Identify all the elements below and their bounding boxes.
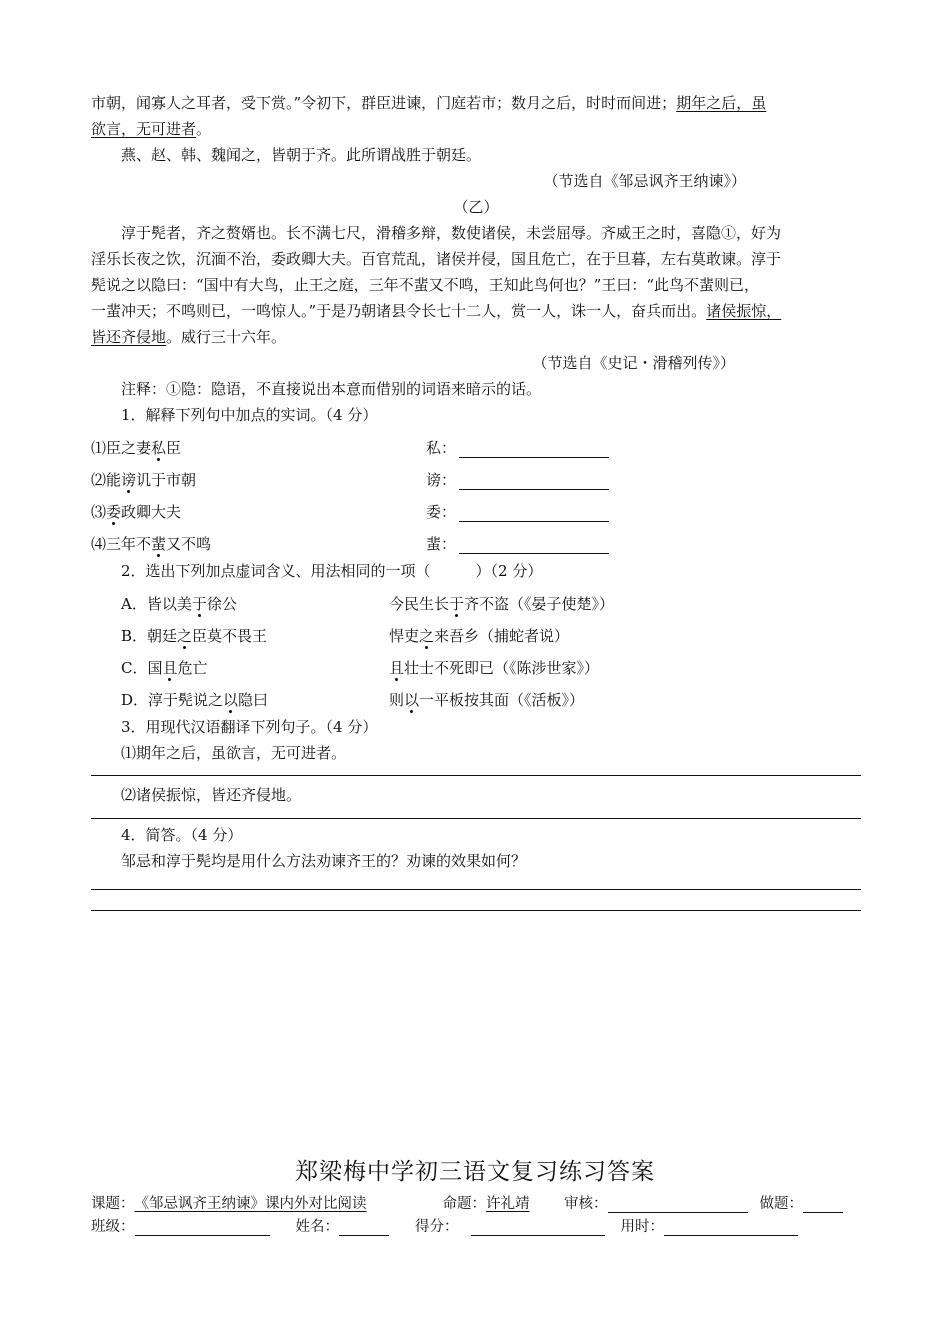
q1-items — [91, 428, 861, 556]
class-label: 班级： — [91, 1219, 135, 1235]
q4-answer-line-1[interactable] — [91, 888, 861, 890]
jia-line-3: 燕、赵、韩、魏闻之，皆朝于齐。此所谓战胜于朝廷。 — [121, 146, 482, 164]
jia-line-2 — [91, 116, 861, 142]
review-label: 审核： — [564, 1196, 608, 1212]
q1-sentence: ⑵能谤讥于市朝 — [91, 471, 197, 489]
q3-sentence-1: ⑴期年之后，虽欲言，无可进者。 — [121, 744, 347, 762]
topic-label: 课题： — [91, 1196, 135, 1212]
answer-sheet-title: 郑梁梅中学初三语文复习练习答案 — [295, 1159, 655, 1185]
name-blank[interactable] — [339, 1219, 389, 1236]
q1-sentence: ⑴臣之妻私臣 — [91, 439, 182, 457]
yi-note: 注释：①隐：隐语，不直接说出本意而借别的词语来暗示的话。 — [121, 380, 542, 398]
jia-source: （节选自《邹忌讽齐王纳谏》） — [543, 172, 746, 190]
q1-label: 私： — [426, 439, 457, 457]
jia-text: 市朝，闻寡人之耳者，受下赏。”令初下，群臣进谏，门庭若市；数月之后，时时而间进； — [91, 94, 677, 112]
q1-label: 谤： — [426, 471, 457, 489]
yi-source: （节选自《史记・滑稽列传》） — [532, 354, 735, 372]
q4-question: 邹忌和淳于髡均是用什么方法劝谏齐王的？劝谏的效果如何？ — [121, 852, 527, 870]
time-blank[interactable] — [664, 1219, 798, 1236]
topic-value: 《邹忌讽齐王纳谏》课内外对比阅读 — [134, 1196, 367, 1212]
class-blank[interactable] — [135, 1219, 270, 1236]
q1-title: 1．解释下列句中加点的实词。（4 分） — [121, 406, 378, 424]
q1-sentence: ⑶委政卿大夫 — [91, 503, 182, 521]
yi-line-1: 淳于髡者，齐之赘婿也。长不满七尺，滑稽多辩，数使诸侯，未尝屈辱。齐威王之时，喜隐①，好为 — [121, 224, 782, 242]
q2-options — [91, 584, 861, 712]
yi-line-3: 髡说之以隐曰：“国中有大鸟，止王之庭，三年不蜚又不鸣，王知此鸟何也？”王曰：“此鸟不蜚则已， — [91, 276, 760, 294]
q4-answer-line-2[interactable] — [91, 909, 861, 911]
q2-option[interactable]: D．淳于髡说之以隐曰 则以一平板按其面（《活板》） — [121, 691, 585, 709]
jia-line-1 — [91, 90, 861, 116]
author-value: 许礼靖 — [486, 1196, 530, 1212]
do-label: 做题： — [759, 1196, 803, 1212]
q2-option[interactable]: B．朝廷之臣莫不畏王 悍吏之来吾乡（捕蛇者说） — [121, 627, 570, 645]
q1-answer-blank[interactable] — [459, 533, 609, 554]
author-label: 命题： — [442, 1196, 486, 1212]
q3-answer-line-2[interactable] — [91, 817, 861, 819]
time-label: 用时： — [620, 1219, 664, 1235]
yi-text: 一蜚冲天；不鸣则已，一鸣惊人。”于是乃朝诸县令长七十二人，赏一人，诛一人，奋兵而出。 — [91, 302, 707, 320]
yi-underlined-text: 诸侯振惊， — [706, 302, 782, 320]
worksheet-body — [91, 90, 861, 911]
meta-row-2 — [91, 1215, 861, 1236]
yi-line-2: 淫乐长夜之饮，沉湎不治，委政卿大夫。百官荒乱，诸侯并侵，国且危亡，在于旦暮，左右莫敢谏。淳于 — [91, 250, 782, 268]
q3-title: 3．用现代汉语翻译下列句子。（4 分） — [121, 718, 378, 736]
q2-title: 2．选出下列加点虚词含义、用法相同的一项（ ）（2 分） — [121, 562, 543, 580]
q1-label: 委： — [426, 503, 457, 521]
jia-text: 。 — [196, 120, 212, 138]
q1-item — [91, 460, 861, 492]
yi-heading: （乙） — [453, 198, 499, 216]
q3-answer-line-1[interactable] — [91, 774, 861, 776]
q1-answer-blank[interactable] — [459, 501, 609, 522]
yi-text: 。威行三十六年。 — [166, 328, 287, 346]
jia-underlined-text: 期年之后，虽 — [676, 94, 767, 112]
q3-sentence-2: ⑵诸侯振惊，皆还齐侵地。 — [121, 786, 302, 804]
score-blank[interactable] — [471, 1219, 605, 1236]
yi-underlined-text: 皆还齐侵地 — [91, 328, 167, 346]
name-label: 姓名： — [295, 1219, 339, 1235]
q1-answer-blank[interactable] — [459, 469, 609, 490]
q1-item — [91, 428, 861, 460]
q2-option[interactable]: A．皆以美于徐公 今民生长于齐不盗（《晏子使楚》） — [121, 595, 615, 613]
yi-line-5 — [91, 324, 861, 350]
q1-label: 蜚： — [426, 535, 457, 553]
q1-sentence: ⑷三年不蜚又不鸣 — [91, 535, 212, 553]
do-blank[interactable] — [803, 1196, 843, 1213]
q2-option[interactable]: C．国且危亡 且壮士不死即已（《陈涉世家》） — [121, 659, 600, 677]
q4-title: 4．简答。（4 分） — [121, 826, 243, 844]
score-label: 得分： — [415, 1219, 459, 1235]
yi-line-4 — [91, 298, 861, 324]
jia-underlined-text: 欲言，无可进者 — [91, 120, 197, 138]
q1-item — [91, 524, 861, 556]
q1-answer-blank[interactable] — [459, 437, 609, 458]
review-blank[interactable] — [608, 1196, 748, 1213]
q1-item — [91, 492, 861, 524]
meta-row-1 — [91, 1192, 861, 1213]
